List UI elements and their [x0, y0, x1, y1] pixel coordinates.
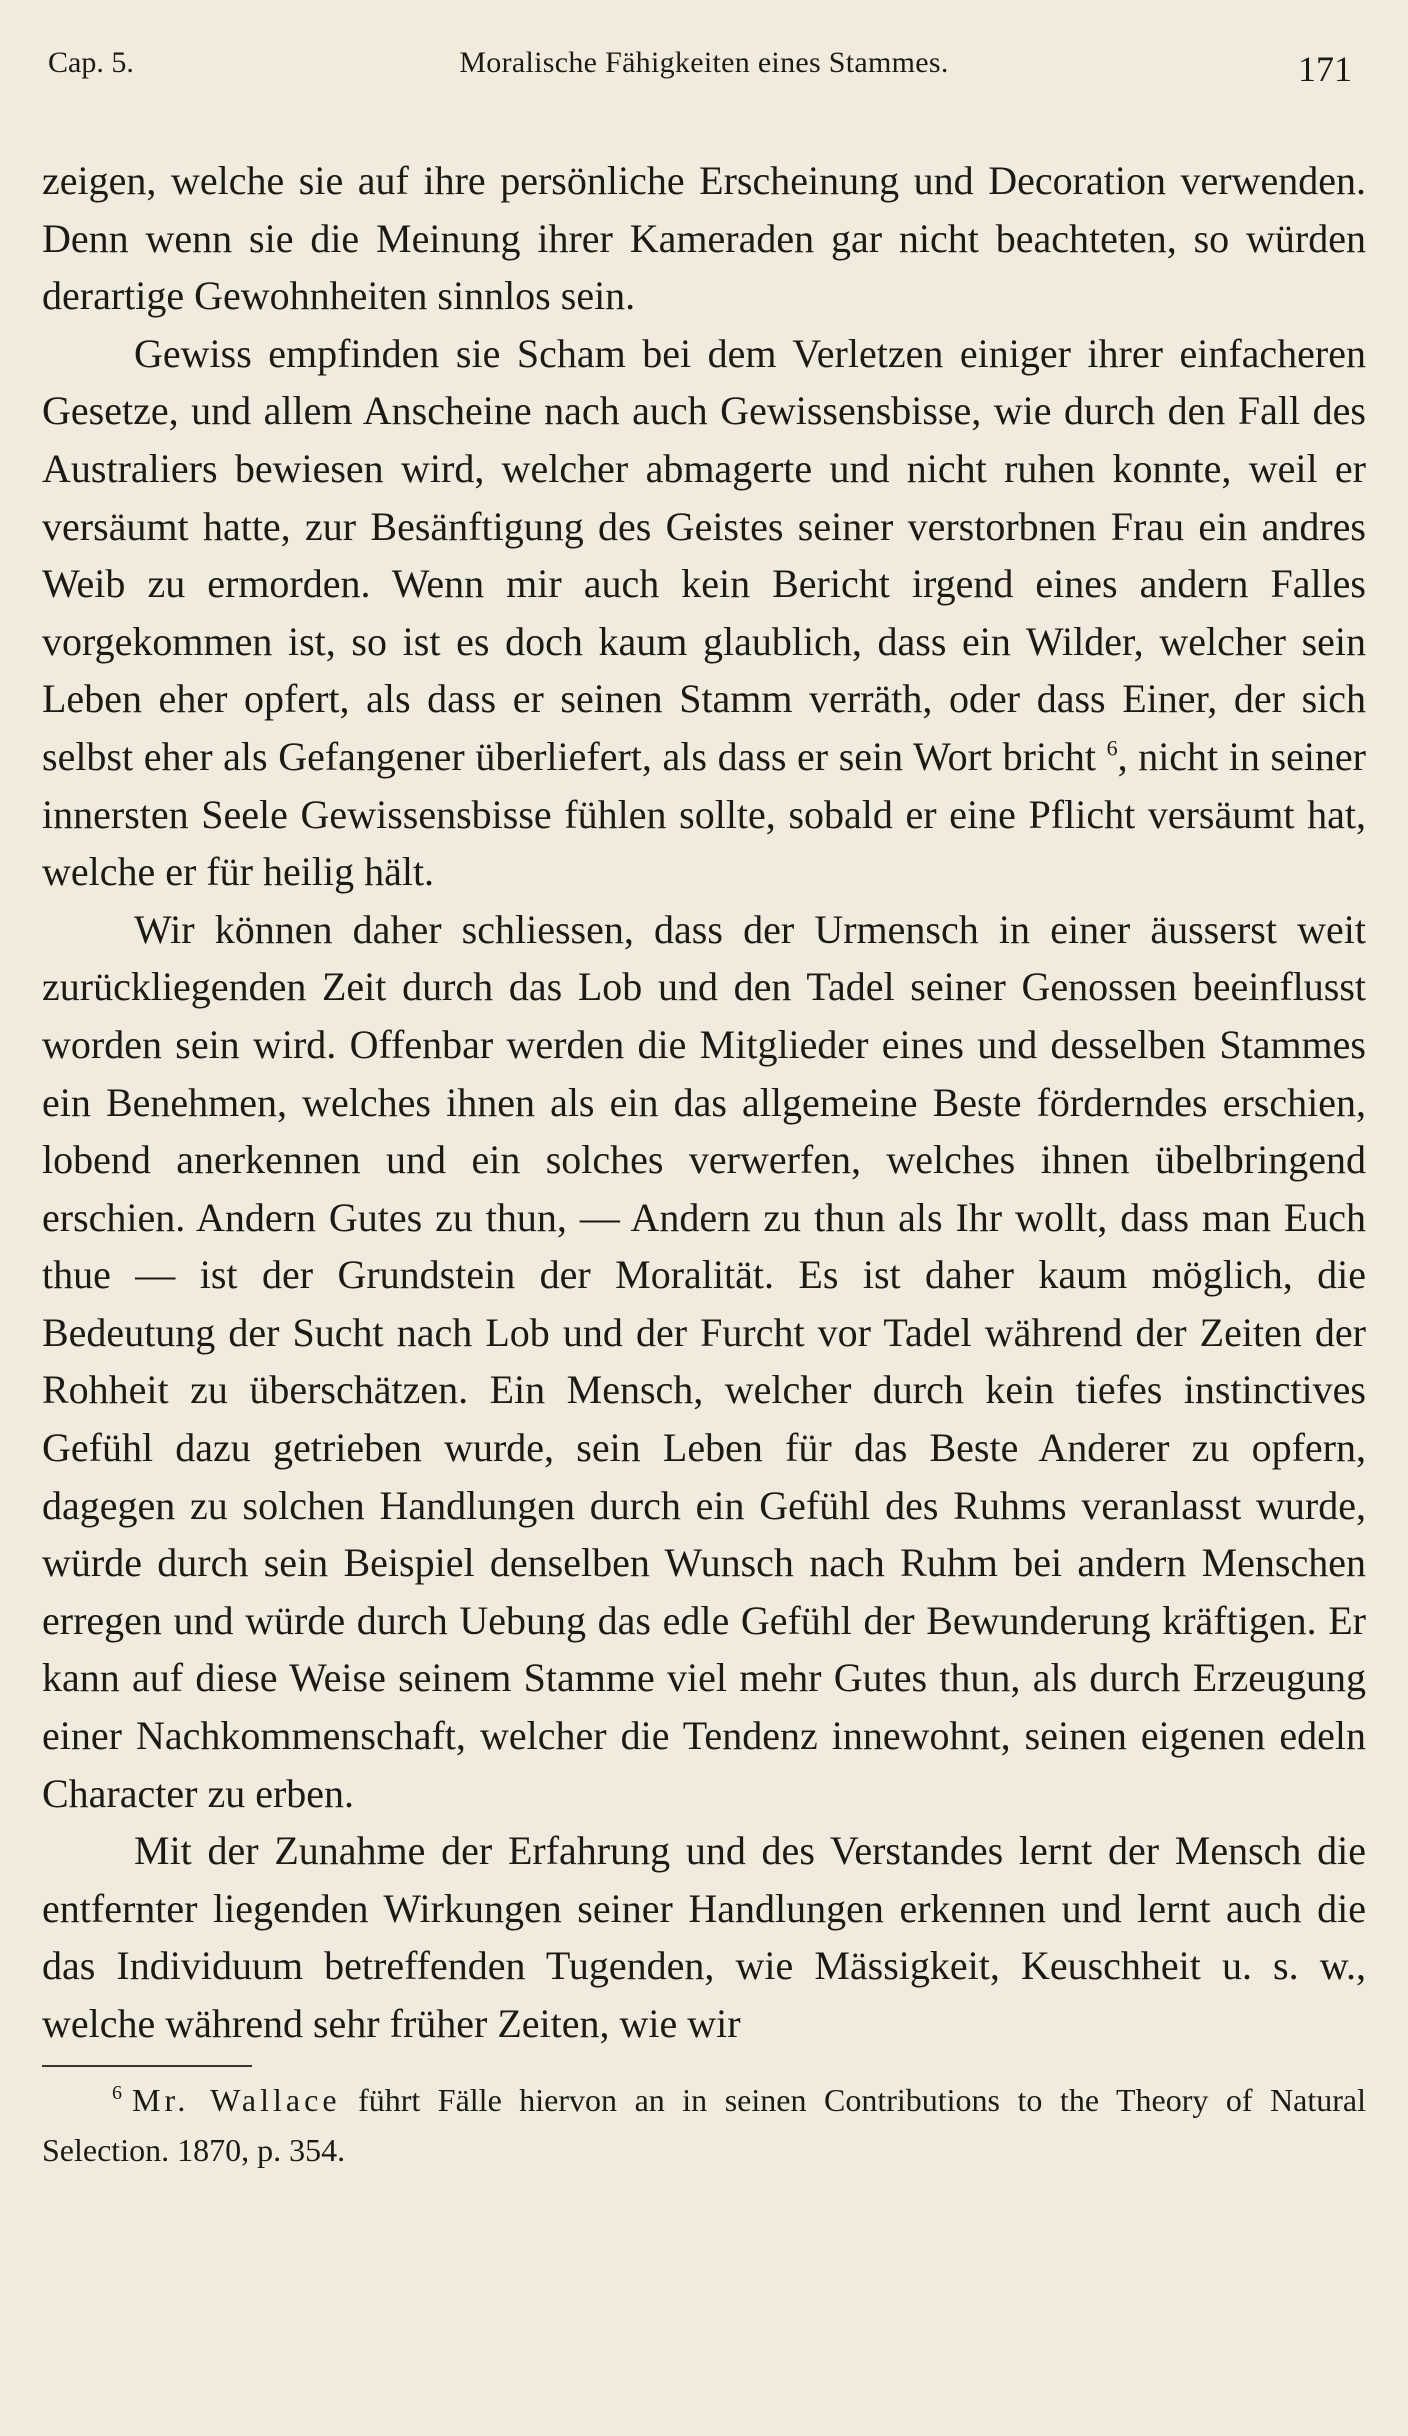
page-number: 171: [1298, 49, 1352, 89]
body-text: [42, 152, 1366, 2053]
footnote-mark: 6: [112, 2081, 122, 2104]
footnote-text: führt Fälle hiervon an in seinen Contributions to the Theory of Natural Selection. 1870, p. 354.: [42, 2081, 1367, 2168]
footnote-divider: [42, 2065, 252, 2067]
paragraph-text: Gewiss empfinden sie Scham bei dem Verletzen einiger ihrer einfacheren Gesetze, und allem Anscheine nach auch Gewissensbisse, wie durch den Fall des Australiers bewiesen wird, welcher abmagerte und nicht ruhen konnte, weil er versäumt hatte, zur Besänftigung des Geistes seiner verstorbnen Frau ein andres Weib zu ermorden. Wenn mir auch kein Bericht irgend eines andern Falles vorgekommen ist, so ist es doch kaum glaublich, dass ein Wilder, welcher sein Leben eher opfert, als dass er seinen Stamm verräth, oder dass Einer, der sich selbst eher als Gefangener überliefert, als dass er sein Wort bricht: [42, 330, 1366, 779]
paragraph-text-continued: nicht in seiner innersten Seele Gewissensbisse fühlen sollte, sobald er eine Pflicht versäumt hat, welche er für heilig hält.: [42, 733, 1367, 895]
paragraph: Wir können daher schliessen, dass der Urmensch in einer äusserst weit zurückliegenden Zeit durch das Lob und den Tadel seiner Genossen beeinflusst worden sein wird. Offenbar werden die Mitglieder eines und desselben Stammes ein Benehmen, welches ihnen als ein das allgemeine Beste förderndes erschien, lobend anerkennen und ein solches verwerfen, welches ihnen übelbringend erschien. Andern Gutes zu thun, — Andern zu thun als Ihr wollt, dass man Euch thue — ist der Grundstein der Moralität. Es ist daher kaum möglich, die Bedeutung der Sucht nach Lob und der Furcht vor Tadel während der Zeiten der Rohheit zu überschätzen. Ein Mensch, welcher durch kein tiefes instinctives Gefühl dazu getrieben wurde, sein Leben für das Beste Anderer zu opfern, dagegen zu solchen Handlungen durch ein Gefühl des Ruhms veranlasst wurde, würde durch sein Beispiel denselben Wunsch nach Ruhm bei andern Menschen erregen und würde durch Uebung das edle Gefühl der Bewunderung kräftigen. Er kann auf diese Weise seinem Stamme viel mehr Gutes thun, als durch Erzeugung einer Nachkommenschaft, welcher die Tendenz innewohnt, seinen eigenen edeln Character zu erben.: [42, 906, 1366, 1816]
footnote: [42, 2075, 1366, 2175]
footnote-reference: 6: [1106, 735, 1118, 761]
paragraph: Gewiss empfinden sie Scham bei dem Verletzen einiger ihrer einfacheren Gesetze, und allem Anscheine nach auch Gewissensbisse, wie durch den Fall des Australiers bewiesen wird, welcher abmagerte und nicht ruhen konnte, weil er versäumt hatte, zur Besänftigung des Geistes seiner verstorbnen Frau ein andres Weib zu ermorden. Wenn mir auch kein Bericht irgend eines andern Falles vorgekommen ist, so ist es doch kaum glaublich, dass ein Wilder, welcher sein Leben eher opfert, als dass er seinen Stamm verräth, oder dass Einer, der sich selbst eher als Gefangener überliefert, als dass er sein Wort bricht $^6$, nicht in seiner innersten Seele Gewissensbisse fühlen sollte, sobald er eine Pflicht versäumt hat, welche er für heilig hält.: [42, 330, 1367, 895]
running-title: Moralische Fähigkeiten eines Stammes.: [459, 46, 949, 79]
chapter-label: Cap. 5.: [48, 46, 134, 79]
running-header: [42, 38, 1366, 104]
paragraph: Mit der Zunahme der Erfahrung und des Verstandes lernt der Mensch die entfernter liegenden Wirkungen seiner Handlungen erkennen und lernt auch die das Individuum betreffenden Tugenden, wie Mässigkeit, Keuschheit u. s. w., welche während sehr früher Zeiten, wie wir: [42, 1828, 1366, 2046]
paragraph-continued: zeigen, welche sie auf ihre persönliche Erscheinung und Decoration verwenden. Denn wenn sie die Meinung ihrer Kameraden gar nicht beachteten, so würden derartige Gewohnheiten sinnlos sein.: [42, 158, 1366, 319]
footnote-author: Mr. Wallace: [132, 2081, 341, 2118]
